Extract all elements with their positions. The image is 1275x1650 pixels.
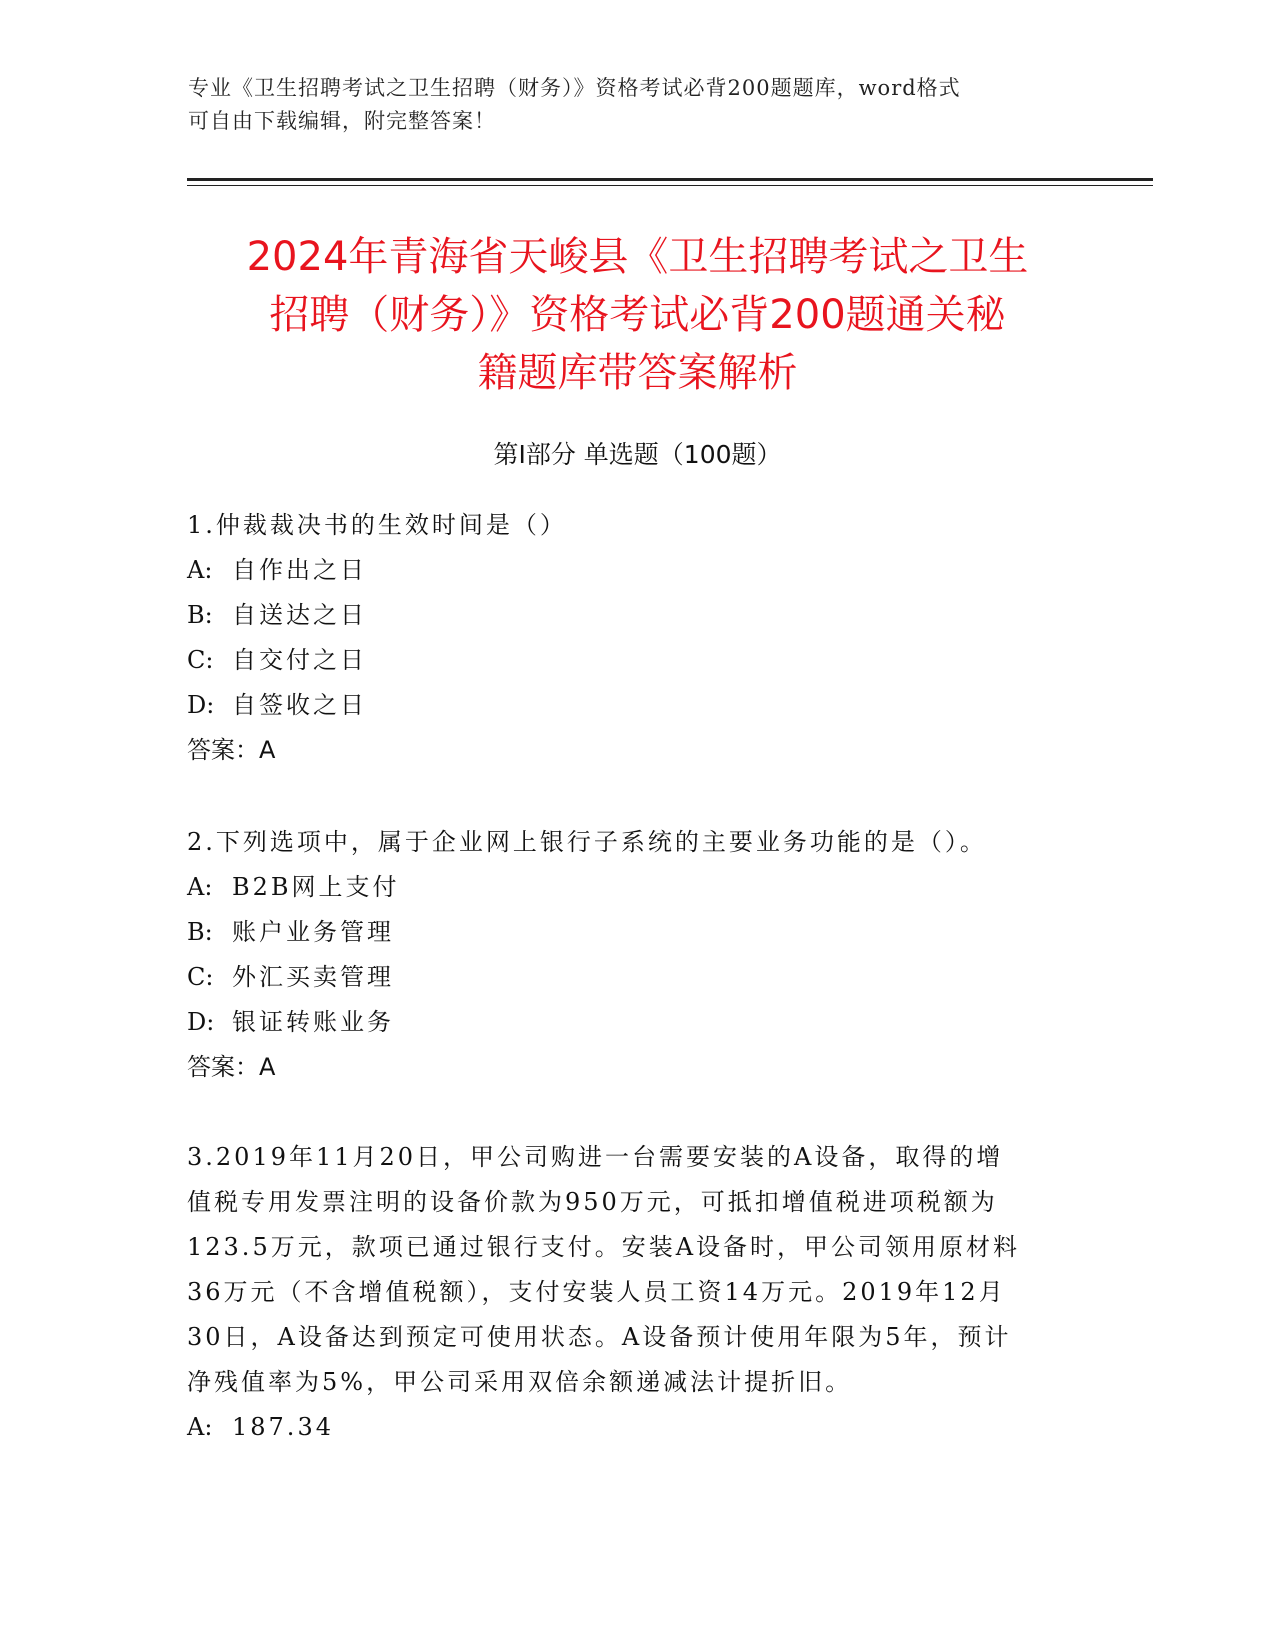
question-option-b: [187, 910, 1087, 955]
question-stem-line: 2.下列选项中，属于企业网上银行子系统的主要业务功能的是（）。: [187, 828, 987, 856]
question-stem-line: 36万元（不含增值税额），支付安装人员工资14万元。2019年12月: [187, 1278, 1006, 1306]
header-note: [188, 72, 1088, 138]
question-stem: [187, 820, 1087, 865]
option-letter: C:: [187, 963, 214, 991]
option-text: 187.34: [232, 1413, 334, 1441]
option-text: B2B网上支付: [232, 873, 400, 901]
document-title-line-1: 2024年青海省天峻县《卫生招聘考试之卫生: [246, 234, 1029, 280]
question-3: [187, 1135, 1087, 1450]
option-letter: C:: [187, 646, 214, 674]
option-letter: A:: [187, 1413, 213, 1441]
question-option-a: [187, 548, 1087, 593]
header-rule-thin: [187, 185, 1153, 186]
document-title-line-2: 招聘（财务）》资格考试必背200题通关秘: [269, 292, 1006, 338]
option-text: 自作出之日: [232, 556, 367, 584]
question-stem-line: 值税专用发票注明的设备价款为950万元，可抵扣增值税进项税额为: [187, 1188, 998, 1216]
header-note-line-2: 可自由下载编辑，附完整答案！: [188, 109, 496, 133]
question-stem: [187, 1135, 1087, 1405]
option-letter: D:: [187, 691, 215, 719]
option-text: 外汇买卖管理: [232, 963, 394, 991]
option-text: 自送达之日: [232, 601, 367, 629]
header-note-line-1: 专业《卫生招聘考试之卫生招聘（财务）》资格考试必背200题题库，word格式: [188, 76, 961, 100]
option-letter: A:: [187, 556, 213, 584]
question-option-a: [187, 865, 1087, 910]
question-stem-line: 1.仲裁裁决书的生效时间是（）: [187, 511, 567, 539]
question-stem-line: 净残值率为5%，甲公司采用双倍余额递减法计提折旧。: [187, 1368, 853, 1396]
question-option-c: [187, 955, 1087, 1000]
section-heading: 第Ⅰ部分 单选题（100题）: [493, 440, 782, 469]
question-option-d: [187, 683, 1087, 728]
header-rule-thick: [187, 178, 1153, 181]
option-letter: D:: [187, 1008, 215, 1036]
option-text: 自交付之日: [232, 646, 367, 674]
option-text: 账户业务管理: [232, 918, 394, 946]
question-option-b: [187, 593, 1087, 638]
question-2: [187, 820, 1087, 1090]
option-letter: A:: [187, 873, 213, 901]
question-option-c: [187, 638, 1087, 683]
option-letter: B:: [187, 601, 213, 629]
option-text: 银证转账业务: [232, 1008, 394, 1036]
document-title: [150, 228, 1125, 402]
question-option-d: [187, 1000, 1087, 1045]
question-1: [187, 503, 1087, 773]
question-stem-line: 30日，A设备达到预定可使用状态。A设备预计使用年限为5年，预计: [187, 1323, 1012, 1351]
document-title-line-3: 籍题库带答案解析: [477, 350, 798, 396]
question-answer: 答案：A: [187, 1053, 276, 1081]
question-stem-line: 123.5万元，款项已通过银行支付。安装A设备时，甲公司领用原材料: [187, 1233, 1021, 1261]
question-stem: [187, 503, 1087, 548]
question-option-a: [187, 1405, 1087, 1450]
question-answer: 答案：A: [187, 736, 276, 764]
option-letter: B:: [187, 918, 213, 946]
question-stem-line: 3.2019年11月20日，甲公司购进一台需要安装的A设备，取得的增: [187, 1143, 1004, 1171]
option-text: 自签收之日: [232, 691, 367, 719]
